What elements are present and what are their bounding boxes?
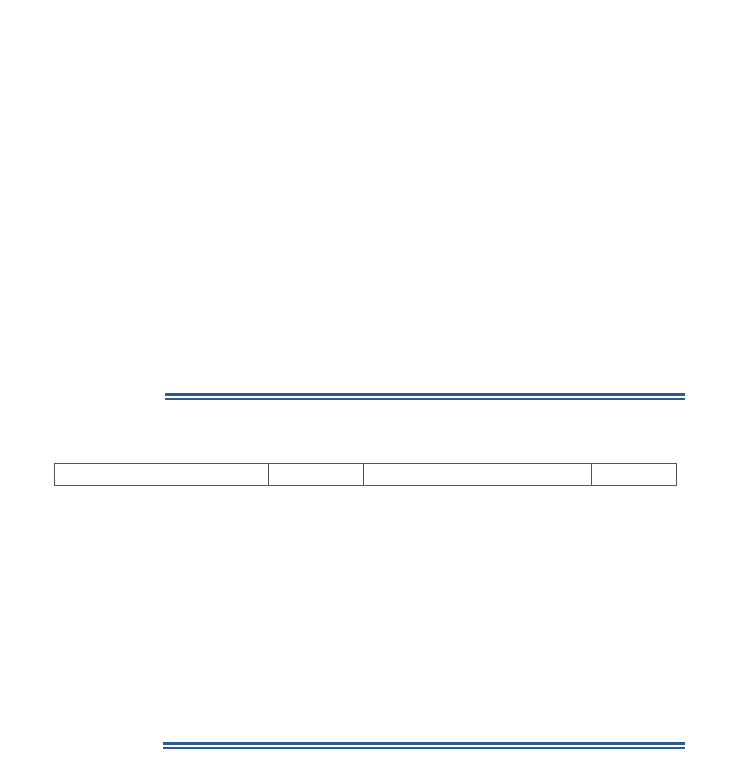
header-qty [592, 464, 677, 486]
title-divider [163, 742, 685, 749]
header-name [55, 464, 269, 486]
header-qty [268, 464, 364, 486]
packing-table [54, 463, 677, 486]
header-name [364, 464, 592, 486]
packing-header-row [55, 464, 677, 486]
title-divider [165, 393, 685, 400]
